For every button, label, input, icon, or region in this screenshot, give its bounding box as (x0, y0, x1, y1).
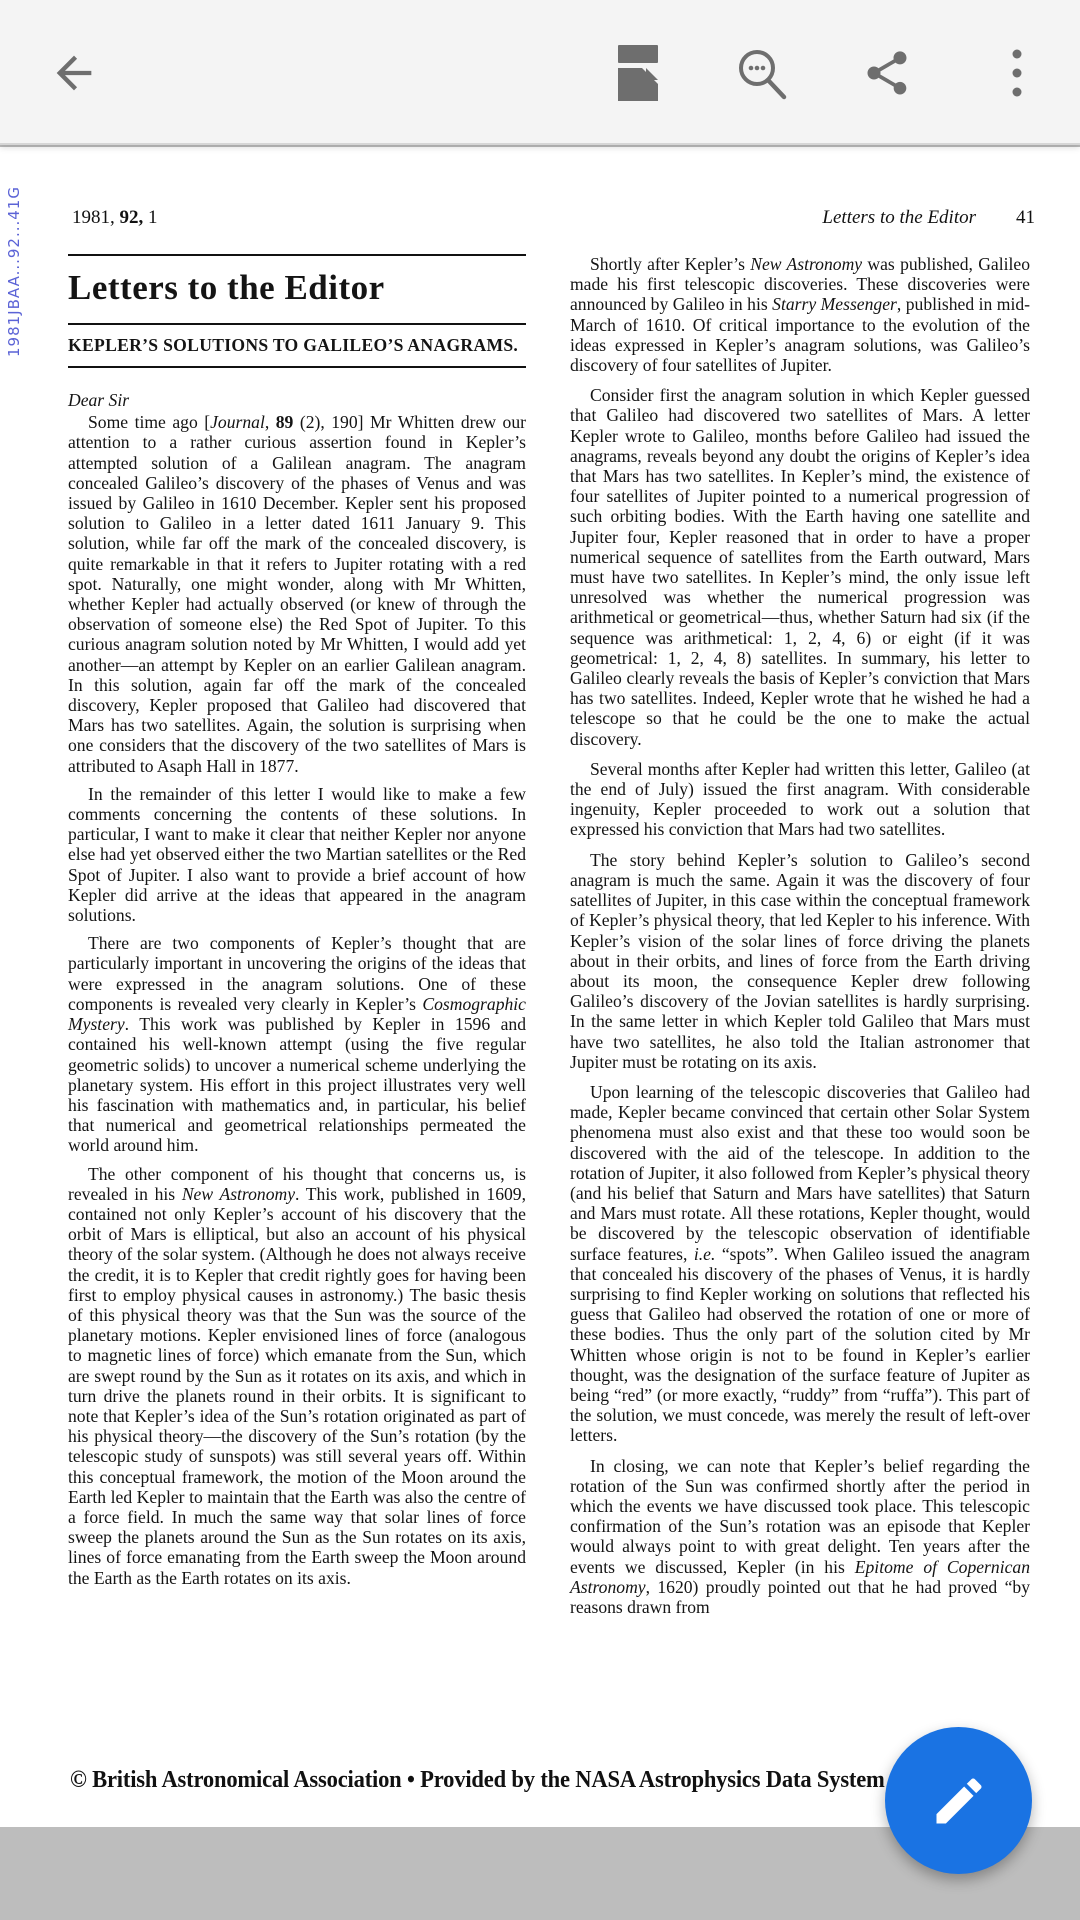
running-head-section (822, 207, 1035, 229)
pencil-edit-icon (929, 1771, 989, 1831)
edit-fab-button[interactable] (885, 1727, 1032, 1874)
paragraph: There are two components of Kepler’s thought that are particularly important in uncovering the origins of the ideas that were expressed in the anagram solutions. One of these components is revealed very clearly in Kepler’s Cosmographic Mystery. This work was published by Kepler in 1596 and contained his well-known attempt (using the five regular geometric solids) to uncover a numerical scheme underlying the planetary system. His effort in this project illustrates very well his fascination with mathematics and, in particular, his belief that numerical and geometrical relationships permeated the world around him. (68, 933, 526, 1156)
more-vertical-icon (1007, 45, 1027, 101)
right-column (570, 254, 1030, 1627)
salutation: Dear Sir (68, 390, 130, 410)
running-head-citation (72, 207, 158, 229)
copyright-footer: © British Astronomical Association • Provided by the NASA Astrophysics Data System (70, 1767, 885, 1793)
paragraph: The other component of his thought that concerns us, is revealed in his New Astronomy. This work, published in 1609, contained not only Kepler’s account of his discovery that the orbit of Mars is elliptical, but also an account of his physical theory of the solar system. (Although he does not always receive the credit, it is to Kepler that credit rightly goes for having been first to employ physical causes in astronomy.) The basic thesis of this physical theory was that the Sun was the source of the planetary motions. Kepler envisioned lines of force (analogous to magnetic lines of force) which emanate from the Sun, which are swept round by the Sun as it rotates on its axis, and which in turn drive the planets round in their orbits. It is significant to note that Kepler’s idea of the Sun’s rotation originated as part of his physical theory—the discovery of the Sun’s rotation (by the telescopic study of sunspots) was still several years off. Within this conceptual framework, the motion of the Moon around the Earth led Kepler to maintain that the Earth was also the centre of a force field. In much the same way that solar lines of force sweep the planets around the Sun as the Sun rotates on its axis, lines of force emanating from the Earth sweep the Moon around the Earth as the Earth rotates on its axis. (68, 1163, 526, 1588)
running-head-title: Letters to the Editor (822, 207, 976, 228)
arrow-left-icon (48, 47, 100, 99)
page-number: 41 (1016, 207, 1035, 228)
bibcode-link[interactable]: 1981JBAA...92...41G (5, 186, 23, 357)
paragraph: Shortly after Kepler’s New Astronomy was published, Galileo made his first telescopic discoveries. These discoveries were announced by Galileo in his Starry Messenger, published in mid-March of 1610. Of critical importance to the evolution of the ideas expressed in Kepler’s anagram solutions, was Galileo’s discovery of four satellites of Jupiter. (570, 254, 1031, 376)
paragraph: In closing, we can note that Kepler’s belief regarding the rotation of the Sun was confirmed shortly after the period in which the events we have discussed took place. This telescopic confirmation of the Sun’s rotation was an episode that Kepler would always point to with great delight. Ten years after the events we discussed, Kepler (in his Epitome of Copernican Astronomy, 1620) proudly pointed out that he had proved “by reasons drawn from (570, 1455, 1030, 1617)
article-title: KEPLER’S SOLUTIONS TO GALILEO’S ANAGRAMS. (68, 335, 519, 355)
divider (68, 366, 526, 368)
share-icon (861, 47, 913, 99)
paragraph: Some time ago [Journal, 89 (2), 190] Mr Whitten drew our attention to a rather curious assertion found in Kepler’s attempted solution of a Galilean anagram. The anagram concealed Galileo’s discovery of the phases of Venus and was issued by Galileo in 1610 December. Kepler sent his proposed solution to Galileo in a letter dated 1611 January 9. This solution, while far off the mark of the concealed discovery, is quite remarkable in that it refers to Jupiter rotating with a red spot. Naturally, one might wonder, along with Mr Whitten, whether Kepler had actually observed (or knew of through the observation of someone else) the Red Spot of Jupiter. To this curious anagram solution noted by Mr Whitten, I would add yet another—an attempt by Kepler on an earlier Galilean anagram. In this solution, again far off the mark of the concealed discovery, Kepler proposed that Galileo had discovered that Mars has two satellites. Again, the solution is surprising when one considers that the discovery of the two satellites of Mars is attributed to Asaph Hall in 1877. (68, 412, 526, 776)
citation-issue: 1 (143, 207, 158, 228)
more-options-button[interactable] (977, 33, 1057, 113)
search-button[interactable] (722, 33, 802, 113)
back-button[interactable] (34, 33, 114, 113)
page-layout-icon (616, 43, 660, 103)
app-bar (0, 0, 1080, 145)
section-title: Letters to the Editor (68, 268, 385, 307)
citation-year: 1981, (72, 207, 120, 228)
share-button[interactable] (847, 33, 927, 113)
paragraph: In the remainder of this letter I would like to make a few comments concerning the contents of these solutions. In particular, I want to make it clear that neither Kepler nor anyone else had yet observed either the two Martian satellites or the Red Spot of Jupiter. I also want to provide a brief account of how Kepler did arrive at the ideas that appeared in the anagram solutions. (68, 783, 526, 926)
citation-volume: 92, (119, 207, 144, 228)
paragraph: The story behind Kepler’s solution to Galileo’s second anagram is much the same. Again it was the discovery of four satellites of Jupiter, in this case within the conceptual framework of Kepler’s physical theory, that led Kepler to his inference. With Kepler’s vision of the solar lines of force driving the planets about in their orbits, and lines of force from the Earth driving about its moon, the consequence Kepler drew following Galileo’s discovery of the Jovian satellites is hardly surprising. In the same letter in which Kepler told Galileo that Mars must have two satellites, he also told the Italian astronomer that Jupiter must be rotating on its axis. (570, 849, 1030, 1072)
paragraph: Consider first the anagram solution in which Kepler guessed that Galileo had discovered two satellites of Mars. A letter Kepler wrote to Galileo, months before Galileo had issued the anagrams, reveals beyond any doubt the origins of Kepler’s idea that Mars has two satellites. In Kepler’s mind, the existence of four satellites of Jupiter pointed to a numerical progression of such orbiting bodies. With the Earth having one satellite and Jupiter four, Kepler reasoned that in order to have a proper numerical sequence of satellites from the Earth outward, Mars must have two satellites. In Kepler’s mind, the only issue left unresolved was whether the numerical progression was arithmetical or geometrical—thus, whether Saturn had six (if the sequence was arithmetical: 1, 2, 4, 6) or eight (if it was geometrical: 1, 2, 4, 8) satellites. In summary, his letter to Galileo clearly reveals the basis of Kepler’s conviction that Mars has two satellites. Indeed, Kepler wrote that he wished he had a telescope so that he could be the one to make the actual discovery. (570, 385, 1030, 749)
document-page[interactable] (0, 147, 1080, 1827)
view-mode-button[interactable] (598, 33, 678, 113)
paragraph: Upon learning of the telescopic discoveries that Galileo had made, Kepler became convinced that certain other Solar System phenomena must also exist and that these too would soon be discovered with the aid of the telescope. In addition to the rotation of Jupiter, it also followed from Kepler’s physical theory (and his belief that Saturn and Mars have satellites) that Saturn and Mars must rotate. All these rotations, Kepler thought, would be discovered by the telescopic observation of identifiable surface features, i.e. “spots”. When Galileo issued the anagram that concealed his discovery of the phases of Venus, it is hardly surprising to find Kepler working on solutions that reflected his guess that Galileo had observed the rotation of one or more of these bodies. Thus the only part of the solution cited by Mr Whitten whose origin is not to be found in Kepler’s earlier thought, was the designation of the surface feature of Jupiter as being “red” (or more exactly, “ruddy” from “ruffa”). This part of the solution, we must concede, was merely the result of left-over letters. (570, 1081, 1030, 1446)
left-column (68, 254, 526, 1596)
search-in-document-icon (734, 45, 790, 101)
paragraph: Several months after Kepler had written this letter, Galileo (at the end of July) issued the first anagram. With considerable ingenuity, Kepler proceeded to work out a solution that expressed his conviction that Mars had two satellites. (570, 758, 1030, 840)
